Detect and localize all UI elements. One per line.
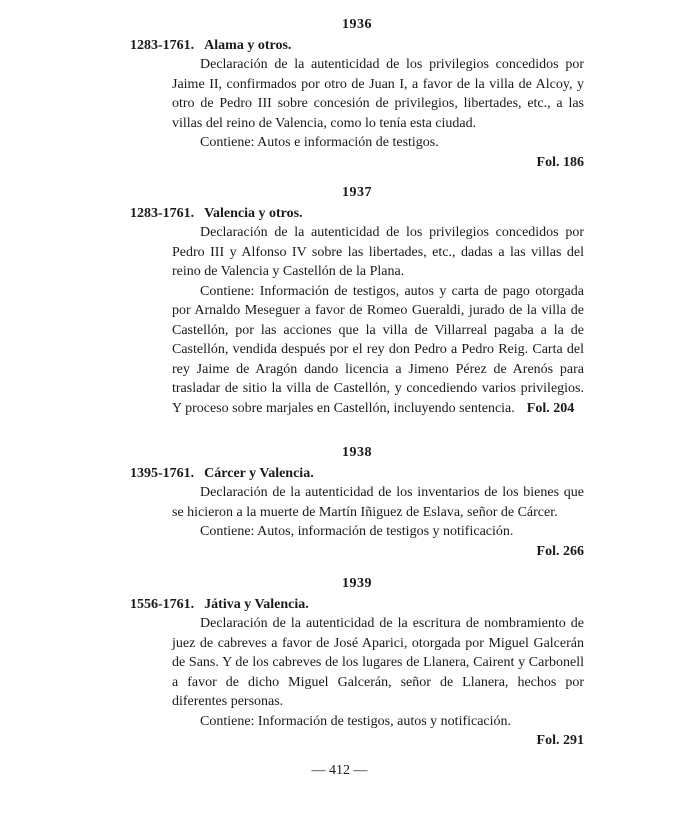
entry-number: 1937 xyxy=(342,185,372,200)
entry-heading xyxy=(130,595,584,614)
entry-description: Declaración de la autenticidad de los privilegios concedidos por Jaime II, confirmados por otro de Juan I, a favor de la villa de Alcoy, y otro de Pedro III sobre concesión de privilegios, libertades, etc., a las villas del reino de Valencia, como lo tenía esta ciudad. xyxy=(172,57,584,131)
entry-number: 1936 xyxy=(342,17,372,32)
entry-place: Játiva y Valencia. xyxy=(204,597,309,612)
entry-description: Declaración de la autenticidad de los privilegios concedidos por Pedro III y Alfonso IV sobre las libertades, etc., dadas a las villas del reino de Valencia y Castellón de la Plana. xyxy=(172,225,584,279)
entry-description: Declaración de la autenticidad de los inventarios de los bienes que se hicieron a la muerte de Martín Iñiguez de Eslava, señor de Cárcer. xyxy=(172,485,584,520)
entry-heading xyxy=(130,464,584,483)
entry-heading xyxy=(130,204,584,223)
catalog-entry-1937 xyxy=(130,184,584,418)
page-number: — 412 — xyxy=(311,763,368,778)
catalog-entry-1936 xyxy=(130,16,584,172)
entry-contents: Contiene: Información de testigos, autos y notificación. xyxy=(200,713,512,729)
entry-contents: Contiene: Autos e información de testigos. xyxy=(200,135,439,150)
entry-number: 1939 xyxy=(342,576,372,591)
entry-date-range: 1283-1761. xyxy=(130,206,195,221)
catalog-entry-1939 xyxy=(130,575,584,750)
entry-body xyxy=(172,483,584,542)
entry-date-range: 1556-1761. xyxy=(130,597,195,612)
entry-contents xyxy=(172,282,584,419)
entry-date-range: 1395-1761. xyxy=(130,466,195,481)
entry-description: Declaración de la autenticidad de la escritura de nombramiento de juez de cabreves a favor de José Aparici, otorgada por Miguel Galcerán de Sans. Y de los cabreves de los lugares de Llanera, Cairent y Carbonell a favor de dicho Miguel Galcerán, señor de Llanera, hechos por diferentes personas. xyxy=(172,616,584,709)
entry-place: Valencia y otros. xyxy=(204,206,303,221)
entry-place: Alama y otros. xyxy=(204,38,292,53)
entry-place: Cárcer y Valencia. xyxy=(204,466,314,481)
entry-body xyxy=(172,223,584,418)
entry-date-range: 1283-1761. xyxy=(130,38,195,53)
entry-folio: Fol. 266 xyxy=(536,543,584,559)
entry-folio: Fol. 204 xyxy=(526,400,575,416)
entry-number: 1938 xyxy=(342,445,372,460)
entry-folio: Fol. 186 xyxy=(536,154,584,170)
entry-contents: Contiene: Autos, información de testigos y notificación. xyxy=(200,524,514,539)
entry-folio: Fol. 291 xyxy=(536,733,584,748)
catalog-entry-1938 xyxy=(130,444,584,561)
entry-body xyxy=(172,614,584,731)
entry-contents-text: Contiene: Información de testigos, autos y carta de pago otorgada por Arnaldo Meseguer a favor de Romeo Gueraldi, jurado de la villa de Castellón, por las acciones que la villa de Villarreal pagaba a la de Castellón, vendida después por el rey don Pedro a Pedro Reig. Carta del rey Jaime de Aragón dando licencia a Jimeno Pérez de Arenós para trasladar de sitio la villa de Castellón, y concediendo varios privilegios. Y proceso sobre marjales en Castellón, incluyendo sentencia. xyxy=(172,283,584,416)
entry-body xyxy=(172,55,584,153)
entry-heading xyxy=(130,36,584,55)
